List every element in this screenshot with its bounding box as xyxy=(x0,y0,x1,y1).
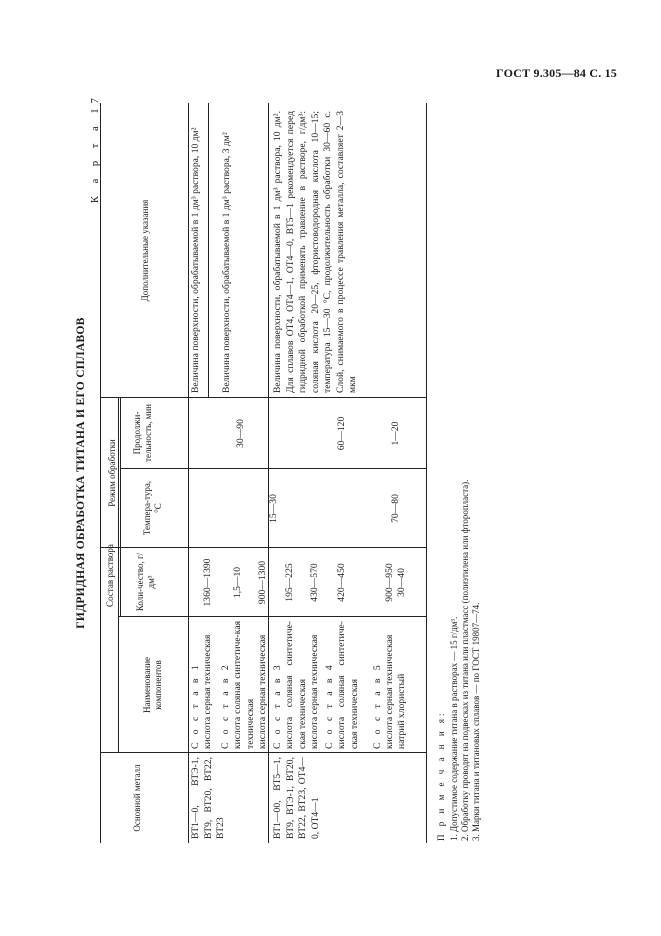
composition-5-label: С о с т а в 5 xyxy=(372,662,383,749)
notes-row-divider xyxy=(208,103,209,398)
composition-3-label: С о с т а в 3 xyxy=(272,662,283,749)
composition-3-component-1: кислота соляная синтетиче-ская техническая xyxy=(284,621,308,749)
card-title: ГИДРИДНАЯ ОБРАБОТКА ТИТАНА И ЕГО СПЛАВОВ xyxy=(75,317,87,629)
composition-4-quantity-1: 420—450 xyxy=(336,563,347,602)
group1-note-2: Величина поверхности, обрабатываемой в 1 дм³ раствора, 3 дм² xyxy=(221,132,232,393)
header-duration: Продолжи-тельность, мин xyxy=(132,404,153,462)
footnotes-heading: П р и м е ч а н и я: xyxy=(436,710,446,841)
header-mode: Режим обработки xyxy=(107,439,117,507)
group1-temperature: 15—30 xyxy=(268,494,279,523)
header-component-name: Наименование компонентов xyxy=(142,656,163,714)
header-base-metal: Основной металл xyxy=(132,764,142,832)
group1-base-metal: ВТ1—0, ВТЭ-1, ВТ9, ВТ20, ВТ22, ВТ23 xyxy=(190,757,226,839)
composition-3-quantity-2: 430—570 xyxy=(309,563,320,602)
composition-2-quantity-1: 1,5—10 xyxy=(232,566,243,599)
mode-group-rule xyxy=(120,398,121,617)
rotated-card xyxy=(70,93,520,853)
composition-2-component-1: кислота соляная синтетиче-кая техническая xyxy=(232,621,256,749)
table-bottom-rule xyxy=(426,103,427,843)
group2-base-metal: ВТ1—00, ВТ5—1, ВТ9, ВТЭ-1, ВТ20, ВТ22, ВТ23, ОТ4—0, ОТ4—1 xyxy=(272,757,321,839)
header-solution: Состав раствора xyxy=(105,544,115,607)
footnote-2: 2. Обработку проводят на подвесках из титана или пластмасс (полиэтилена или фторопласта). xyxy=(460,479,470,841)
group1-duration: 30—90 xyxy=(235,419,246,448)
table-top-rule xyxy=(100,103,101,843)
header-notes: Дополнительные указания xyxy=(140,199,150,302)
composition-5-temperature: 70—80 xyxy=(390,494,401,523)
composition-5-component-1: кислота серная техническая xyxy=(384,634,395,749)
solution-group-rule xyxy=(118,398,119,753)
header-bottom-rule xyxy=(188,103,189,843)
composition-5-duration: 1—20 xyxy=(390,421,401,446)
composition-1-label: С о с т а в 1 xyxy=(190,662,201,749)
composition-3-quantity-1: 195—225 xyxy=(284,563,295,602)
composition-5-component-2: натрий хлористый xyxy=(396,673,407,749)
card-number: К а р т а 17 xyxy=(90,93,101,203)
composition-2-label: С о с т а в 2 xyxy=(220,662,231,749)
composition-4-label: С о с т а в 4 xyxy=(324,662,335,749)
page-header: ГОСТ 9.305—84 С. 15 xyxy=(496,66,617,80)
composition-4-duration: 60—120 xyxy=(336,416,347,451)
composition-5-quantity-2: 30—40 xyxy=(396,568,407,597)
composition-2-quantity-2: 900—1300 xyxy=(257,560,268,605)
footnote-3: 3. Марки титана и титановых сплавов — по ГОСТ 19807—74. xyxy=(471,602,481,841)
group1-note-1: Величина поверхности, обрабатываемой в 1 дм³ раствора, 10 дм² xyxy=(190,127,201,393)
composition-4-component-1: кислота соляная синтетиче-ская техническая xyxy=(336,621,360,749)
group2-notes: Величина поверхности, обрабатываемой в 1 дм³ раствора, 10 дм². Для сплавов ОТ4, ОТ4—1, ОТ4—0, ВТ5—1 рекомендуется перед гидридной обработкой применять травление в растворе, г/дм³: соляная кислота 20—25, фтористоводородная кислота 10—15; температура 15—30 °С, продолжительность обработки 30—60 с. Слой, снимаемого в процессе травления металла, составляет 2—3 мкм xyxy=(272,111,358,393)
composition-1-component-1: кислота серная техническая xyxy=(202,634,213,749)
header-quantity: Коли-чество, г/дм³ xyxy=(135,552,156,612)
footnote-1: 1. Допустимое содержание титана в растворах — 15 г/дм³. xyxy=(449,616,459,841)
composition-1-quantity-1: 1360—1390 xyxy=(202,558,213,607)
composition-2-component-2: кислота серная техническая xyxy=(257,634,268,749)
header-temperature: Темпера-тура, °С xyxy=(142,480,163,536)
composition-5-quantity-1: 900—950 xyxy=(384,563,395,602)
col-divider-2 xyxy=(118,616,426,617)
composition-3-component-2: кислота серная техническая xyxy=(309,634,320,749)
